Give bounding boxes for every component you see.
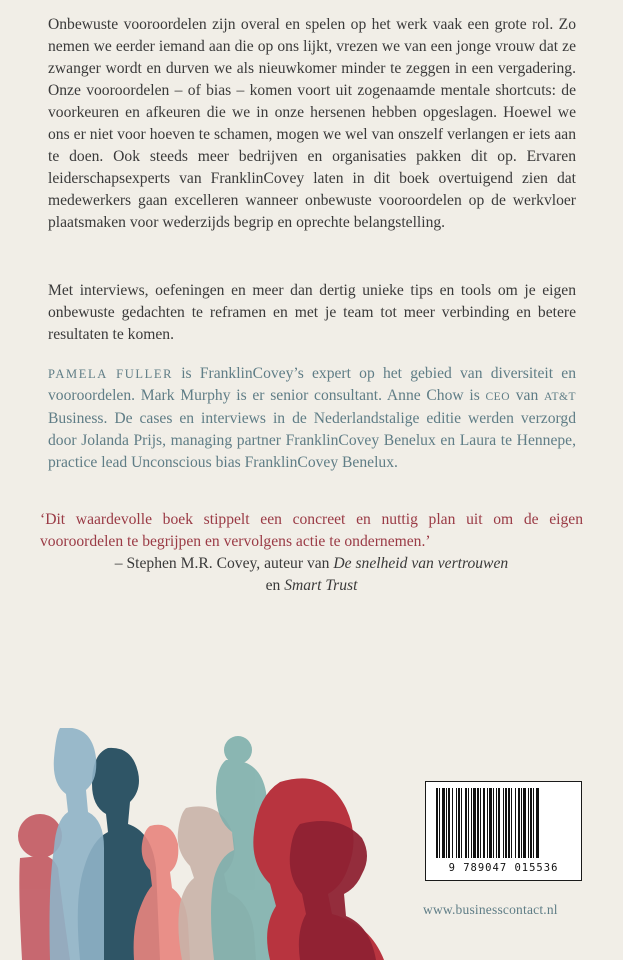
author-bio <box>48 363 576 474</box>
quote-attribution-line-2 <box>40 575 583 597</box>
author-name: PAMELA FULLER <box>48 367 174 381</box>
isbn-number: 9 789047 015536 <box>448 862 559 874</box>
silhouette-headwrap <box>290 821 376 960</box>
attribution-prefix: – Stephen M.R. Covey, auteur van <box>114 555 334 572</box>
attribution-connector: en <box>265 577 285 594</box>
bio-text-2: van <box>510 387 544 404</box>
blurb-paragraph-1: Onbewuste vooroordelen zijn overal en spelen op het werk vaak een grote rol. Zo nemen we eerder iemand aan die op ons lijkt, vrezen we van een jonge vrouw dat ze zwanger wordt en durven we als nieuwkomer minder te zeggen in een vergadering. Onze vooroordelen – of bias – komen voort uit zogenaamde mentale shortcuts: de voorkeuren en afkeuren die we in onze hersenen hebben opgeslagen. Hoewel we ons er niet voor hoeven te schamen, mogen we wel van onszelf verlangen er iets aan te doen. Ook steeds meer bedrijven en organisaties pakken dit op. Ervaren leiderschapsexperts van FranklinCovey laten in dit boek overtuigend zien dat medewerkers gaan excelleren wanneer onbewuste vooroordelen op de werkvloer plaatsmaken voor wederzijds begrip en oprechte belangstelling. <box>48 16 576 231</box>
blurb-paragraph-2: Met interviews, oefeningen en meer dan dertig unieke tips en tools om je eigen onbewuste gedachten te reframen en met je team tot meer verbinding en betere resultaten te komen. <box>48 282 576 343</box>
book-title-2: Smart Trust <box>284 577 358 594</box>
book-title-1: De snelheid van vertrouwen <box>333 555 509 572</box>
barcode <box>425 781 582 881</box>
endorsement-quote <box>40 509 583 597</box>
barcode-bars <box>434 788 575 858</box>
bio-text-1: is FranklinCovey’s expert op het gebied van diversiteit en vooroordelen. Mark Murphy is er senior consultant. Anne Chow is <box>48 365 576 404</box>
bio-ceo: CEO <box>485 391 511 403</box>
silhouette-light-blue-left <box>50 728 105 960</box>
quote-text: ‘Dit waardevolle boek stippelt een concreet en nuttig plan uit om de eigen vooroordelen te begrijpen en vervolgens actie te ondernemen.’ <box>40 511 583 550</box>
bio-company: AT&T <box>543 391 577 403</box>
publisher-website: www.businesscontact.nl <box>423 902 558 917</box>
silhouettes-illustration <box>0 728 400 960</box>
quote-attribution <box>40 553 583 575</box>
bio-text-3: Business. De cases en interviews in de Nederlandstalige editie werden verzorgd door Jolanda Prijs, managing partner FranklinCovey Benelux en Laura te Hennepe, practice lead Unconscious bias FranklinCovey Benelux. <box>48 410 576 471</box>
